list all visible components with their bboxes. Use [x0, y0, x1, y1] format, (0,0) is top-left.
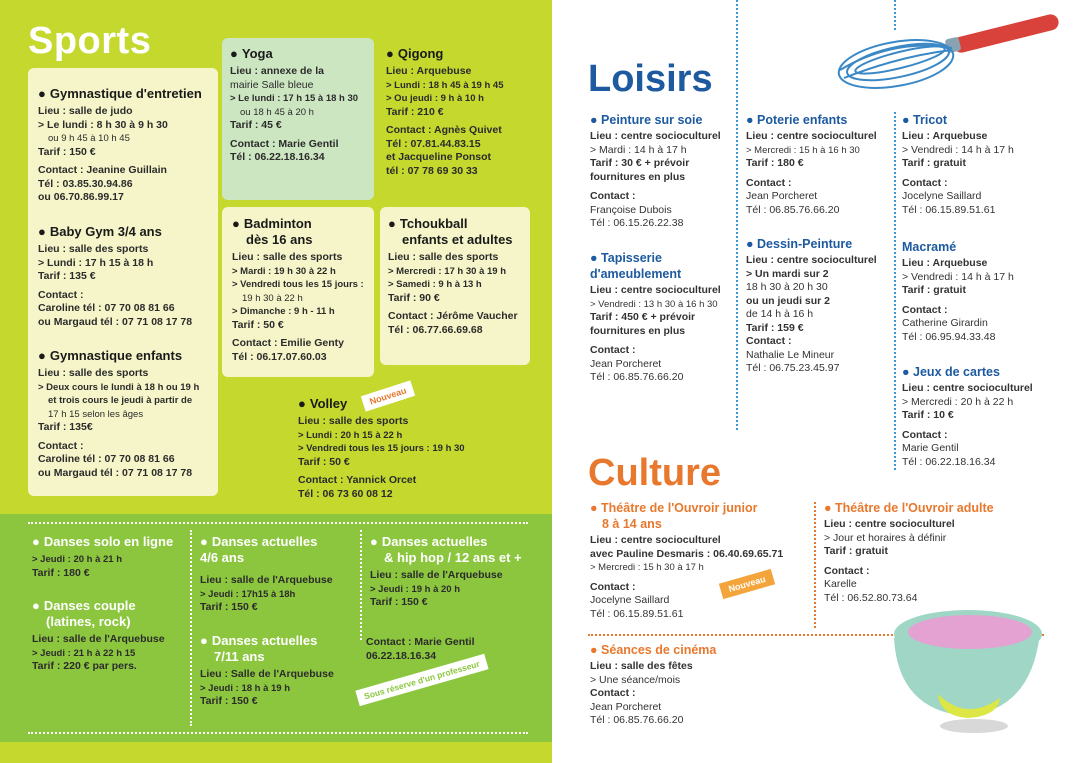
new-badge: Nouveau	[719, 569, 775, 599]
activity-place: Lieu : salle des sports	[232, 251, 343, 263]
page-title: Loisirs	[588, 58, 713, 100]
activity-contact: Contact :	[38, 288, 84, 301]
activity-price: fournitures en plus	[590, 170, 686, 183]
activity-subtitle: 8 à 14 ans	[602, 517, 662, 531]
activity-contact: Contact : Marie Gentil	[366, 636, 475, 648]
activity-title: Danses actuelles	[211, 633, 318, 648]
activity-title: Badminton	[243, 216, 312, 231]
activity-schedule: > Une séance/mois	[590, 673, 681, 686]
activity-place: Lieu : salle de l'Arquebuse	[200, 574, 333, 586]
activity-schedule: > Mercredi : 20 h à 22 h	[902, 395, 1014, 408]
activity-place: Lieu : Salle de l'Arquebuse	[200, 668, 334, 680]
activity-schedule: > Le lundi : 17 h 15 à 18 h 30	[230, 93, 359, 104]
activity-phone: Tél : 06.75.23.45.97	[746, 362, 840, 374]
activity-schedule: > Mardi : 19 h 30 à 22 h	[232, 265, 336, 277]
activity-contact: Contact :	[590, 344, 636, 356]
activity-contact: et Jacqueline Ponsot	[386, 151, 492, 163]
activity-phone: Tél : 06.85.76.66.20	[590, 714, 684, 726]
activity-phone: Caroline tél : 07 70 08 81 66	[38, 453, 175, 465]
activity-price: Tarif : 150 €	[200, 695, 258, 707]
activity-danses-couple: ● Danses couple (latines, rock) Lieu : salle de l'Arquebuse > Jeudi : 21 h à 22 h 15 Tarif : 220 € par pers.	[32, 598, 187, 674]
divider	[28, 522, 528, 524]
new-badge: Nouveau	[361, 380, 415, 411]
divider	[360, 530, 362, 640]
activity-phone: 06.22.18.16.34	[366, 649, 437, 662]
activity-price: Tarif : 450 € + prévoir	[590, 311, 696, 323]
activity-peinture-soie: ● Peinture sur soie Lieu : centre socioculturel > Mardi : 14 h à 17 h Tarif : 30 € + prévoir fournitures en plus Contact : Françoise Dubois Tél : 06.15.26.22.38	[590, 112, 736, 231]
activity-danses-7-11: ● Danses actuelles 7/11 ans Lieu : Salle de l'Arquebuse > Jeudi : 18 h à 19 h Tarif : 150 €	[200, 633, 360, 709]
activity-schedule: > Mercredi : 15 h 30 à 17 h	[590, 562, 704, 573]
activity-price: Tarif : gratuit	[902, 157, 966, 169]
activity-contact: Contact :	[902, 428, 948, 441]
whisk-icon	[834, 8, 1064, 108]
activity-schedule: > Un mardi sur 2	[746, 267, 829, 280]
activity-phone: Tél : 03.85.30.94.86	[38, 177, 133, 190]
activity-title: Peinture sur soie	[601, 113, 703, 127]
activity-phone: ou Margaud tél : 07 71 08 17 78	[38, 466, 193, 479]
activity-contact: Contact : Emilie Genty	[232, 337, 345, 349]
activity-contact: Jocelyne Saillard	[902, 190, 982, 202]
activity-jeux-de-cartes: ● Jeux de cartes Lieu : centre socioculturel > Mercredi : 20 h à 22 h Tarif : 10 € Contact : Marie Gentil Tél : 06.22.18.16.34	[902, 364, 1072, 469]
activity-title: Gymnastique d'entretien	[49, 86, 202, 101]
activity-place: Lieu : centre socioculturel	[746, 254, 877, 266]
activity-teacher: avec Pauline Desmaris : 06.40.69.65.71	[590, 547, 784, 560]
activity-title: Macramé	[902, 240, 957, 254]
activity-title: Volley	[309, 396, 348, 411]
activity-title: Poterie enfants	[757, 113, 848, 127]
activity-place: Lieu : centre socioculturel	[902, 382, 1033, 394]
activity-price: Tarif : 159 €	[746, 321, 804, 334]
activity-poterie: ● Poterie enfants Lieu : centre socioculturel > Mercredi : 15 h à 16 h 30 Tarif : 180 € Contact : Jean Porcheret Tél : 06.85.76.66.20	[746, 112, 892, 217]
activity-title: Qigong	[397, 46, 444, 61]
activity-schedule: > Ou jeudi : 9 h à 10 h	[386, 93, 484, 104]
activity-schedule: > Mardi : 14 h à 17 h	[590, 143, 687, 156]
activity-theatre-adulte: ● Théâtre de l'Ouvroir adulte Lieu : centre socioculturel > Jour et horaires à définir Tarif : gratuit Contact : Karelle Tél : 06.52.80.73.64	[824, 500, 1064, 605]
activity-contact: Contact : Marie Gentil	[230, 137, 339, 150]
activity-cinema: ● Séances de cinéma Lieu : salle des fêtes > Une séance/mois Contact : Jean Porcheret Tél : 06.85.76.66.20	[590, 642, 810, 728]
activity-schedule: ou un jeudi sur 2	[746, 294, 831, 307]
activity-phone: Tél : 06.77.66.69.68	[388, 323, 483, 336]
activity-schedule: > Jeudi : 21 h à 22 h 15	[32, 647, 136, 659]
activity-title: Tchoukball	[399, 216, 468, 231]
activity-price: Tarif : 150 €	[200, 601, 258, 613]
activity-place: Lieu : Arquebuse	[902, 257, 988, 269]
activity-danses-hiphop: ● Danses actuelles & hip hop / 12 ans et + Lieu : salle de l'Arquebuse > Jeudi : 19 h à 20 h Tarif : 150 €	[370, 534, 545, 610]
activity-price: Tarif : 180 €	[746, 157, 804, 169]
activity-phone: Tél : 06.52.80.73.64	[824, 591, 918, 604]
bottom-strip	[0, 742, 552, 763]
activity-phone: Tél : 06.95.94.33.48	[902, 330, 996, 343]
activity-schedule: et trois cours le jeudi à partir de	[48, 395, 193, 406]
activity-contact: Contact : Yannick Orcet	[298, 474, 417, 486]
activity-contact: Contact :	[590, 580, 636, 593]
activity-schedule: > Jour et horaires à définir	[824, 531, 947, 544]
activity-price: Tarif : 150 €	[370, 596, 428, 608]
activity-contact: Marie Gentil	[902, 442, 959, 454]
activity-macrame	[902, 239, 1072, 344]
activity-schedule: > Lundi : 17 h 15 à 18 h	[38, 256, 154, 269]
activity-price: Tarif : 135€	[38, 421, 93, 433]
activity-schedule: > Jeudi : 17h15 à 18h	[200, 588, 296, 600]
activity-tapisserie: ● Tapisserie d'ameublement Lieu : centre socioculturel > Vendredi : 13 h 30 à 16 h 30 Tarif : 450 € + prévoir fournitures en plus Contact : Jean Porcheret Tél : 06.85.76.66.20	[590, 250, 736, 385]
activity-contact: Contact : Jérôme Vaucher	[388, 310, 518, 322]
activity-contact: Contact :	[902, 176, 948, 189]
divider	[894, 112, 896, 470]
leisure-culture-page	[552, 0, 1080, 763]
activity-price: Tarif : 210 €	[386, 105, 444, 118]
activity-yoga: ● Yoga Lieu : annexe de la mairie Salle bleue > Le lundi : 17 h 15 à 18 h 30 ou 18 h 45 à 20 h Tarif : 45 € Contact : Marie Gentil Tél : 06.22.18.16.34	[230, 46, 375, 165]
activity-place: Lieu : Arquebuse	[902, 130, 988, 142]
activity-gym-entretien: ● Gymnastique d'entretien Lieu : salle de judo > Le lundi : 8 h 30 à 9 h 30 ou 9 h 45 à 10 h 45 Tarif : 150 € Contact : Jeanine Guillain Tél : 03.85.30.94.86 ou 06.70.86.99.17	[38, 86, 218, 205]
activity-contact: Karelle	[824, 578, 857, 590]
divider	[28, 732, 528, 734]
activity-schedule: ou 9 h 45 à 10 h 45	[48, 133, 130, 144]
activity-phone: Tél : 06.15.89.51.61	[902, 203, 996, 216]
activity-schedule: > Vendredi : 14 h à 17 h	[902, 143, 1014, 156]
activity-title: Danses actuelles	[381, 534, 488, 549]
activity-title: Baby Gym 3/4 ans	[49, 224, 162, 239]
divider	[814, 502, 816, 628]
activity-schedule: > Samedi : 9 h à 13 h	[388, 279, 482, 290]
activity-contact: Contact :	[902, 303, 948, 316]
activity-subtitle: d'ameublement	[590, 267, 682, 281]
activity-place: Lieu : salle de l'Arquebuse	[370, 569, 503, 581]
activity-price: Tarif : 50 €	[232, 318, 284, 331]
activity-contact: Nathalie Le Mineur	[746, 348, 835, 361]
activity-schedule: > Lundi : 20 h 15 à 22 h	[298, 429, 403, 441]
activity-contact: Contact :	[824, 564, 870, 577]
activity-schedule: > Lundi : 18 h 45 à 19 h 45	[386, 79, 504, 91]
activity-schedule: 17 h 15 selon les âges	[48, 408, 144, 420]
activity-phone: tél : 07 78 69 30 33	[386, 164, 478, 177]
activity-price: Tarif : 180 €	[32, 566, 90, 579]
activity-danses-solo: ● Danses solo en ligne > Jeudi : 20 h à 21 h Tarif : 180 €	[32, 534, 187, 580]
activity-schedule: > Vendredi : 14 h à 17 h	[902, 270, 1014, 283]
activity-price: Tarif : 30 € + prévoir	[590, 157, 690, 169]
activity-title: Yoga	[241, 46, 273, 61]
activity-phone: ou 06.70.86.99.17	[38, 191, 124, 203]
activity-title: Danses actuelles	[211, 534, 318, 549]
activity-title: Jeux de cartes	[913, 365, 1000, 379]
activity-place: Lieu : salle des fêtes	[590, 660, 693, 672]
activity-subtitle: 7/11 ans	[214, 649, 265, 664]
activity-price: Tarif : 220 € par pers.	[32, 660, 137, 672]
activity-contact: Contact :	[746, 176, 792, 189]
activity-tchoukball: ● Tchoukball enfants et adultes Lieu : salle des sports > Mercredi : 17 h 30 à 19 h > Samedi : 9 h à 13 h Tarif : 90 € Contact : Jérôme Vaucher Tél : 06.77.66.69.68	[388, 216, 530, 337]
activity-place: Lieu : centre socioculturel	[590, 284, 721, 296]
activity-price: Tarif : 45 €	[230, 119, 282, 131]
bowl-icon	[888, 598, 1048, 738]
activity-title: Séances de cinéma	[601, 643, 717, 657]
activity-phone: Tél : 06.22.18.16.34	[902, 455, 996, 468]
activity-contact: Jean Porcheret	[746, 190, 818, 202]
activity-title: Théâtre de l'Ouvroir junior	[601, 501, 758, 515]
activity-contact: Jean Porcheret	[590, 357, 662, 370]
activity-title: Théâtre de l'Ouvroir adulte	[835, 501, 994, 515]
activity-price: Tarif : gratuit	[824, 545, 888, 557]
activity-place: Lieu : salle des sports	[38, 367, 149, 379]
divider	[894, 0, 896, 30]
activity-schedule: 19 h 30 à 22 h	[242, 292, 303, 304]
activity-contact: Contact :	[746, 335, 792, 347]
activity-price: fournitures en plus	[590, 324, 686, 337]
activity-contact: Contact : Agnès Quivet	[386, 124, 502, 136]
danses-contact	[366, 636, 536, 663]
activity-place: Lieu : centre socioculturel	[590, 130, 721, 142]
activity-place: Lieu : annexe de la	[230, 65, 324, 77]
activity-theatre-junior: ● Théâtre de l'Ouvroir junior 8 à 14 ans Lieu : centre socioculturel avec Pauline Desmaris : 06.40.69.65.71 > Mercredi : 15 h 30 à 17 h Contact : Jocelyne Saillard Tél : 06.15.89.51.61	[590, 500, 812, 621]
activity-phone: Caroline tél : 07 70 08 81 66	[38, 302, 175, 314]
activity-title: Gymnastique enfants	[49, 348, 183, 363]
activity-place: Lieu : Arquebuse	[386, 65, 472, 77]
activity-place: Lieu : salle des sports	[388, 251, 499, 263]
activity-schedule: > Jeudi : 20 h à 21 h	[32, 554, 123, 565]
activity-title: Tapisserie	[601, 251, 662, 265]
activity-schedule: > Dimanche : 9 h - 11 h	[232, 306, 335, 317]
activity-subtitle: 4/6 ans	[200, 550, 245, 565]
activity-phone: Tél : 06 73 60 08 12	[298, 487, 393, 500]
activity-price: Tarif : 10 €	[902, 409, 954, 421]
activity-subtitle: (latines, rock)	[46, 614, 131, 629]
activity-schedule: > Jeudi : 18 h à 19 h	[200, 682, 291, 694]
activity-contact: Contact :	[590, 687, 636, 699]
page-title: Sports	[28, 20, 152, 62]
activity-price: Tarif : 50 €	[298, 455, 350, 468]
activity-schedule: > Vendredi tous les 15 jours :	[232, 279, 364, 290]
activity-phone: Tél : 06.17.07.60.03	[232, 350, 327, 363]
divider	[190, 530, 192, 726]
activity-phone: Tél : 06.15.89.51.61	[590, 607, 684, 620]
activity-title: Danses couple	[43, 598, 136, 613]
activity-place: Lieu : centre socioculturel	[746, 130, 877, 142]
activity-subtitle: enfants et adultes	[402, 232, 513, 247]
activity-schedule: > Mercredi : 17 h 30 à 19 h	[388, 265, 507, 277]
activity-price: Tarif : gratuit	[902, 284, 966, 296]
activity-schedule: > Deux cours le lundi à 18 h ou 19 h	[38, 381, 200, 393]
activity-place: Lieu : salle des sports	[298, 415, 409, 427]
activity-title: Danses solo en ligne	[43, 534, 174, 549]
activity-contact: Jocelyne Saillard	[590, 594, 670, 606]
activity-schedule: > Vendredi tous les 15 jours : 19 h 30	[298, 443, 465, 454]
activity-phone: Tél : 06.22.18.16.34	[230, 151, 325, 163]
activity-title: Dessin-Peinture	[757, 237, 853, 251]
activity-contact: Jean Porcheret	[590, 700, 662, 713]
activity-phone: ou Margaud tél : 07 71 08 17 78	[38, 315, 193, 328]
activity-volley: ● Volley Lieu : salle des sports > Lundi : 20 h 15 à 22 h > Vendredi tous les 15 jours : 19 h 30 Tarif : 50 € Contact : Yannick Orcet Tél : 06 73 60 08 12	[298, 396, 528, 501]
activity-schedule: 18 h 30 à 20 h 30	[746, 281, 828, 293]
activity-subtitle: & hip hop / 12 ans et +	[384, 550, 522, 565]
activity-place: Lieu : centre socioculturel	[590, 534, 721, 546]
activity-schedule: > Mercredi : 15 h à 16 h 30	[746, 144, 860, 156]
activity-place: Lieu : centre socioculturel	[824, 518, 955, 530]
activity-phone: Tél : 06.15.26.22.38	[590, 217, 684, 229]
activity-contact: Catherine Girardin	[902, 317, 988, 329]
activity-contact: Contact :	[38, 439, 84, 452]
activity-schedule: de 14 h à 16 h	[746, 308, 814, 320]
activity-place: Lieu : salle des sports	[38, 243, 149, 255]
activity-contact: Contact :	[590, 190, 636, 202]
activity-phone: Tél : 06.85.76.66.20	[590, 371, 684, 383]
activity-phone: Tél : 07.81.44.83.15	[386, 137, 481, 150]
activity-tricot: ● Tricot Lieu : Arquebuse > Vendredi : 14 h à 17 h Tarif : gratuit Contact : Jocelyne Saillard Tél : 06.15.89.51.61	[902, 112, 1072, 217]
activity-title: Tricot	[913, 113, 948, 127]
activity-subtitle: dès 16 ans	[246, 232, 313, 247]
activity-schedule: > Vendredi : 13 h 30 à 16 h 30	[590, 298, 718, 310]
activity-dessin-peinture: ● Dessin-Peinture Lieu : centre socioculturel > Un mardi sur 2 18 h 30 à 20 h 30 ou un jeudi sur 2 de 14 h à 16 h Tarif : 159 € Contact : Nathalie Le Mineur Tél : 06.75.23.45.97	[746, 236, 892, 376]
activity-place: Lieu : salle de judo	[38, 105, 133, 117]
activity-price: Tarif : 90 €	[388, 291, 440, 304]
activity-price: Tarif : 135 €	[38, 270, 96, 282]
activity-schedule: > Le lundi : 8 h 30 à 9 h 30	[38, 118, 168, 131]
activity-contact: Françoise Dubois	[590, 203, 672, 216]
divider	[736, 0, 738, 430]
section-title: Culture	[588, 452, 721, 494]
activity-contact: Contact : Jeanine Guillain	[38, 164, 167, 176]
activity-place: Lieu : salle de l'Arquebuse	[32, 633, 165, 645]
activity-schedule: > Jeudi : 19 h à 20 h	[370, 583, 461, 595]
activity-price: Tarif : 150 €	[38, 145, 96, 158]
activity-schedule: ou 18 h 45 à 20 h	[240, 106, 314, 118]
activity-baby-gym: ● Baby Gym 3/4 ans Lieu : salle des sports > Lundi : 17 h 15 à 18 h Tarif : 135 € Contact : Caroline tél : 07 70 08 81 66 ou Margaud tél : 07 71 08 17 78	[38, 224, 218, 329]
activity-phone: Tél : 06.85.76.66.20	[746, 203, 840, 216]
activity-place: mairie Salle bleue	[230, 78, 314, 91]
activity-gym-enfants: ● Gymnastique enfants Lieu : salle des sports > Deux cours le lundi à 18 h ou 19 h et trois cours le jeudi à partir de 17 h 15 selon les âges Tarif : 135€ Contact : Caroline tél : 07 70 08 81 66 ou Margaud tél : 07 71 08 17 78	[38, 348, 218, 480]
activity-qigong: ● Qigong Lieu : Arquebuse > Lundi : 18 h 45 à 19 h 45 > Ou jeudi : 9 h à 10 h Tarif : 210 € Contact : Agnès Quivet Tél : 07.81.44.83.15 et Jacqueline Ponsot tél : 07 78 69 30 33	[386, 46, 546, 178]
activity-danses-4-6: ● Danses actuelles 4/6 ans Lieu : salle de l'Arquebuse > Jeudi : 17h15 à 18h Tarif : 150 €	[200, 534, 360, 615]
activity-badminton: ● Badminton dès 16 ans Lieu : salle des sports > Mardi : 19 h 30 à 22 h > Vendredi tous les 15 jours : 19 h 30 à 22 h > Dimanche : 9 h - 11 h Tarif : 50 € Contact : Emilie Genty Tél : 06.17.07.60.03	[232, 216, 374, 364]
teacher-reserve-badge: Sous réserve d'un professeur	[355, 654, 488, 706]
